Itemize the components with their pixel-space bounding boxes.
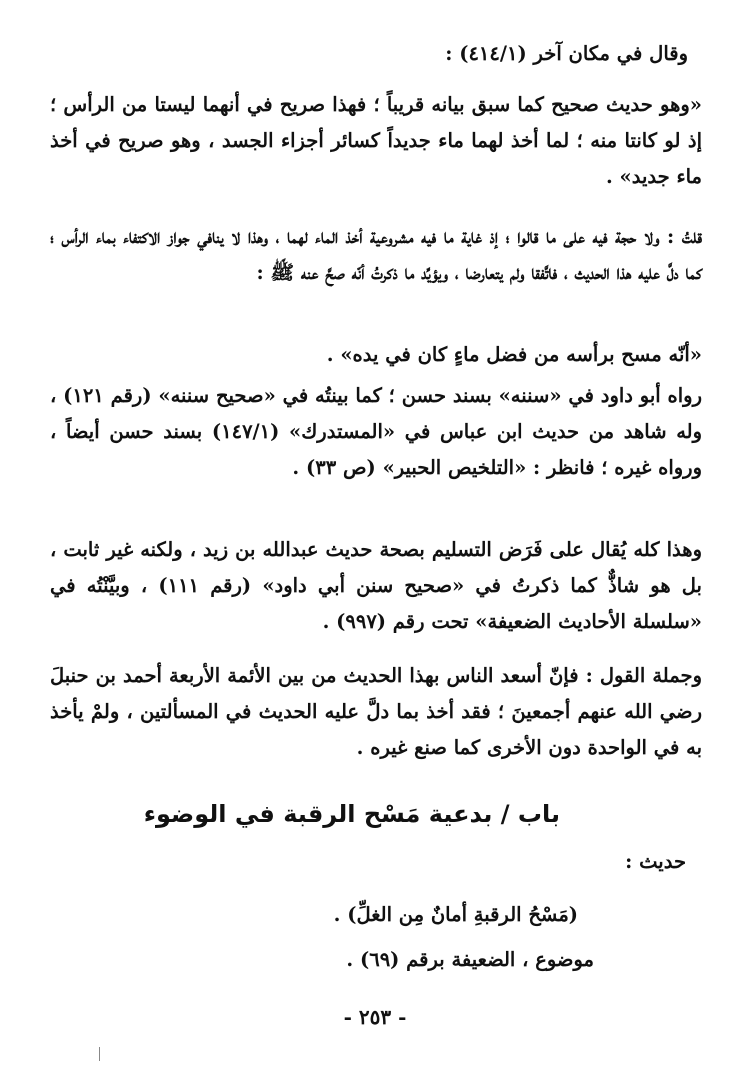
paragraph-quote: «وهو حديث صحيح كما سبق بيانه قريباً ؛ فهذا صريح في أنهما ليستا من الرأس ؛ إذ لو كانتا منه ؛ لما أخذ لهما ماء جديداً كسائر أجزاء الجسد ، وهو صريح في أخذ ماء جديد» . (50, 93, 702, 188)
paragraph-comment: قلتُ : ولا حجة فيه على ما قالوا ؛ إذ غاية ما فيه مشروعية أخذ الماء لهما ، وهذا لا ينافي جواز الاكتفاء بماء الرأس ؛ كما دلَّ عليه هذا الحديث ، فاتَّفقا ولم يتعارضا ، ويؤيِّد ما ذكرتُ أنّه صحَّ عنه ﷺ : (50, 225, 702, 284)
hadith-label: حديث : (625, 850, 686, 873)
paragraph-hadith-quote: «أنّه مسح برأسه من فضل ماءٍ كان في يده» . (326, 343, 702, 366)
paragraph-intro: وقال في مكان آخر (٤١٤/١) : (445, 42, 688, 65)
margin-mark (99, 1047, 100, 1061)
hadith-grading: موضوع ، الضعيفة برقم (٦٩) . (346, 948, 594, 971)
paragraph-takhrij: رواه أبو داود في «سننه» بسند حسن ؛ كما بينتُه في «صحيح سننه» (رقم ١٢١) ، وله شاهد من حديث ابن عباس في «المستدرك» (١٤٧/١) بسند حسن أيضاً ، ورواه غيره ؛ فانظر : «التلخيص الحبير» (ص ٣٣) . (50, 384, 703, 479)
section-heading: باب / بدعية مَسْح الرقبة في الوضوء (143, 800, 560, 828)
hadith-text: (مَسْحُ الرقبةِ أمانٌ مِن الغلِّ) . (333, 903, 578, 926)
paragraph-conclusion: وجملة القول : فإنّ أسعد الناس بهذا الحديث من بين الأئمة الأربعة أحمد بن حنبلَ رضي الله عنهم أجمعينَ ؛ فقد أخذ بما دلَّ عليه الحديث في المسألتين ، ولمْ يأخذ به في الواحدة دون الأخرى كما صنع غيره . (50, 664, 702, 759)
page-number: - ٢٥٣ - (343, 1005, 407, 1029)
paragraph-shadh: وهذا كله يُقال على فَرَض التسليم بصحة حديث عبدالله بن زيد ، ولكنه غير ثابت ، بل هو شاذٌّ كما ذكرتُ في «صحيح سنن أبي داود» (رقم ١١١) ، وبيَّنْتُه في «سلسلة الأحاديث الضعيفة» تحت رقم (٩٩٧) . (50, 538, 702, 633)
